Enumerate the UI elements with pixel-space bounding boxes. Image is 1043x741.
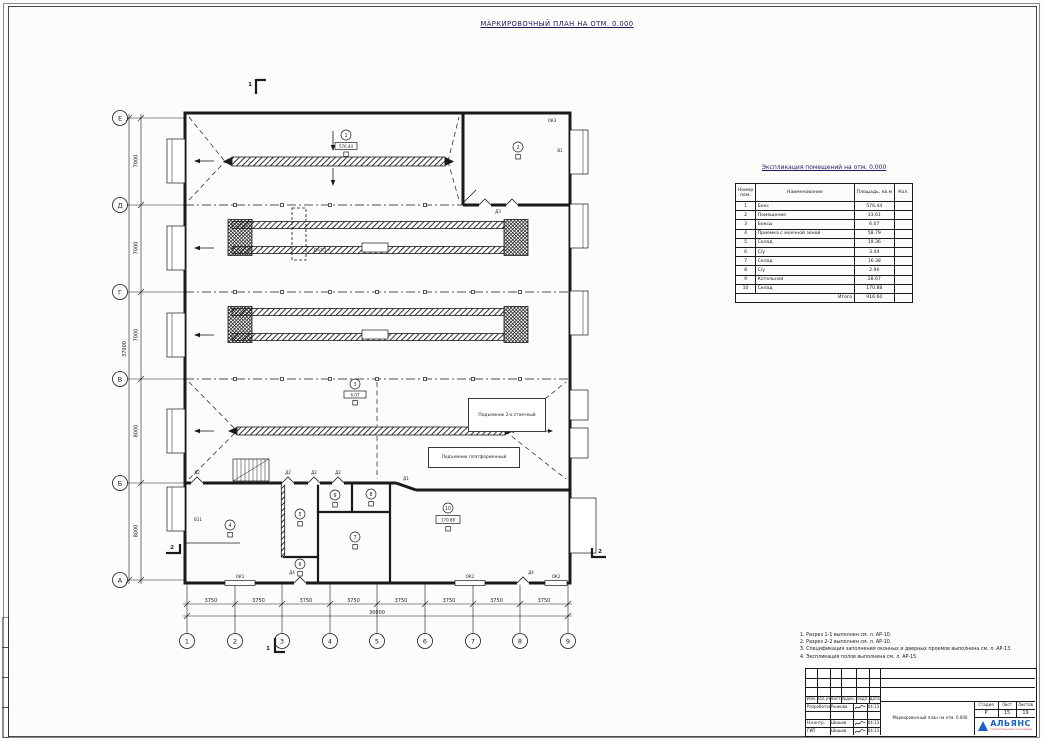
dim-left-4: 8000 xyxy=(133,424,140,438)
tb-name: Рыжова xyxy=(831,703,848,709)
room-name: Склад xyxy=(756,238,855,247)
room-area: 2.96 xyxy=(854,266,894,275)
svg-text:8: 8 xyxy=(369,493,373,498)
label-d2: Д2 xyxy=(285,470,291,475)
pit-ladder-block xyxy=(228,307,252,343)
schedule-col-num: Номер пом. xyxy=(736,184,756,202)
room-num: 8 xyxy=(736,266,756,275)
svg-text:1: 1 xyxy=(248,82,252,88)
col-label-8: 8 xyxy=(517,637,523,646)
room-qty xyxy=(894,266,912,275)
room-num: 10 xyxy=(736,284,756,293)
tb-date: 04.13 xyxy=(867,727,880,733)
row-label-a: А xyxy=(117,576,123,585)
flow-arrows xyxy=(194,131,553,433)
notes xyxy=(800,632,1042,661)
room-qty xyxy=(894,229,912,238)
dim-bottom-1: 3750 xyxy=(204,598,218,604)
note-line: 3. Спецификация заполнения оконных и дверных проемов выполнена см. л. АР-13. xyxy=(800,647,1012,653)
room-area: 16.38 xyxy=(854,257,894,266)
room-area: 6.07 xyxy=(854,220,894,229)
note-line: 2. Разрез 2-2 выполнен см. л. АР-10. xyxy=(800,640,892,646)
tb-sheet-label: Лист xyxy=(1001,701,1013,707)
room-qty xyxy=(894,257,912,266)
room-name: Помещение xyxy=(756,211,855,220)
room-qty xyxy=(894,247,912,256)
tb-col-izm: Изм. xyxy=(806,696,817,702)
row-label-b: Б xyxy=(117,479,123,488)
dim-bottom-4: 3750 xyxy=(347,598,360,604)
col-label-7: 7 xyxy=(470,637,476,646)
room-name: С/у xyxy=(756,247,855,256)
room-tag-4 xyxy=(225,520,235,537)
dim-left-2: 7000 xyxy=(133,241,140,255)
label-d4: Д4 xyxy=(528,570,534,575)
table-row xyxy=(736,266,913,275)
label-d2: Д2 xyxy=(335,470,341,475)
tb-col-podp: Подп. xyxy=(856,696,869,702)
tb-date xyxy=(867,711,880,719)
svg-text:5: 5 xyxy=(298,513,302,518)
room-num: 3 xyxy=(736,220,756,229)
pit-ladder-block xyxy=(504,220,528,256)
room-qty xyxy=(894,275,912,284)
section-2-left xyxy=(166,544,181,553)
room-qty xyxy=(894,284,912,293)
room-area-10: 170.88 xyxy=(441,517,455,523)
grid-axes xyxy=(113,111,576,649)
table-row xyxy=(736,229,913,238)
schedule-total-qty xyxy=(894,293,912,302)
room-area: 576.44 xyxy=(854,202,894,211)
row-label-d: Д xyxy=(117,201,123,210)
dim-left-total: 37000 xyxy=(122,341,128,357)
left-arrow xyxy=(194,159,214,433)
dim-bottom-5: 3750 xyxy=(394,598,408,604)
room-tag-6 xyxy=(295,559,305,576)
building-walls xyxy=(184,112,572,585)
table-row xyxy=(736,220,913,229)
tb-col-data: Дата xyxy=(869,696,880,702)
label-d1: Д1 xyxy=(403,476,409,481)
room-area: 19.36 xyxy=(854,238,894,247)
room-area: 28.67 xyxy=(854,275,894,284)
signature xyxy=(853,703,867,711)
room-area-3: 6.07 xyxy=(350,392,360,398)
room-num: 5 xyxy=(736,238,756,247)
room-tag-9 xyxy=(330,490,340,507)
logo-name: АЛЬЯНС xyxy=(990,719,1031,728)
room-name: Бокс xyxy=(756,202,855,211)
insulated-partition xyxy=(281,483,284,557)
tb-sheets-label: Листов xyxy=(1018,701,1033,707)
svg-text:1: 1 xyxy=(344,134,348,139)
col-label-6: 6 xyxy=(422,637,428,646)
label-d3: Д3 xyxy=(495,209,501,214)
svg-text:3: 3 xyxy=(353,383,357,388)
tb-role: Н.контр. xyxy=(807,719,825,725)
room-tags xyxy=(225,130,523,576)
dim-bottom-3: 3750 xyxy=(299,598,313,604)
logo-triangle-icon xyxy=(978,721,988,731)
row-label-v: В xyxy=(117,375,123,384)
col-label-5: 5 xyxy=(374,637,380,646)
company-logo xyxy=(975,717,1035,734)
lift-two-post-label: Подъемник 2-х стоечный xyxy=(468,398,546,432)
room-name: Склад xyxy=(756,284,855,293)
staircase xyxy=(233,459,269,481)
room-qty xyxy=(894,238,912,247)
room-name: Склад xyxy=(756,257,855,266)
label-v11: В11 xyxy=(194,517,202,522)
schedule-total-value: 916.60 xyxy=(854,293,894,302)
signature xyxy=(853,719,867,727)
right-wall-windows xyxy=(570,130,596,553)
table-row xyxy=(736,284,913,293)
label-d4: Д4 xyxy=(289,570,295,575)
svg-text:9: 9 xyxy=(333,494,337,499)
dim-bottom-total: 30000 xyxy=(369,610,385,616)
lift-platform-label: Подъемник платформенный xyxy=(428,447,520,468)
section-1-top xyxy=(248,79,266,94)
row-label-g: Г xyxy=(118,288,122,297)
left-wall-windows xyxy=(167,139,185,531)
schedule-total-label: Итого xyxy=(736,293,855,302)
svg-text:2: 2 xyxy=(170,545,174,551)
tb-name: Шишов xyxy=(831,719,847,725)
tb-doc-title: Маркировочный план на отм. 0.000 xyxy=(892,714,968,720)
room-name: Боксы xyxy=(756,220,855,229)
col-label-3: 3 xyxy=(279,637,285,646)
note-line: 4. Экспликация полов выполнена см. л. АР-15. xyxy=(800,654,918,660)
tb-role xyxy=(806,711,831,719)
dim-left-1: 7000 xyxy=(133,154,140,168)
room-area: 58.79 xyxy=(854,229,894,238)
label-ok2: ОК2 xyxy=(551,574,561,579)
room-schedule-table xyxy=(735,183,913,303)
col-label-9: 9 xyxy=(565,637,571,646)
room-num: 1 xyxy=(736,202,756,211)
col-label-1: 1 xyxy=(184,637,190,646)
room-num: 7 xyxy=(736,257,756,266)
room-tag-7 xyxy=(350,532,360,549)
svg-text:7: 7 xyxy=(353,536,357,541)
schedule-col-qty: Кол. xyxy=(894,184,912,202)
equipment-label-box xyxy=(362,330,388,339)
dim-bottom-8: 3750 xyxy=(537,598,551,604)
room-tag-5 xyxy=(295,509,305,526)
room-tag-10 xyxy=(436,503,460,531)
drawing-title: МАРКИРОВОЧНЫЙ ПЛАН НА ОТМ. 0.000 xyxy=(480,20,634,28)
schedule-header-row xyxy=(736,184,913,202)
schedule-heading: Экспликация помещений на отм. 0.000 xyxy=(761,164,887,171)
dim-left-5: 8000 xyxy=(133,524,140,538)
room-qty xyxy=(894,202,912,211)
tb-col-list: Лист xyxy=(830,696,841,702)
svg-text:4: 4 xyxy=(228,524,232,529)
room-qty xyxy=(894,220,912,229)
tb-sheets-value: 19 xyxy=(1022,709,1029,716)
table-row xyxy=(736,275,913,284)
svg-text:2: 2 xyxy=(598,549,602,555)
opening-labels xyxy=(194,118,563,579)
tb-sheet-value: 15 xyxy=(1003,709,1011,716)
schedule-col-name: Наименование xyxy=(756,184,855,202)
room-name: Котельная xyxy=(756,275,855,284)
room-area-1: 576.44 xyxy=(339,144,353,149)
tb-col-dok: №док. xyxy=(841,696,856,702)
table-row xyxy=(736,247,913,256)
tb-role: Разработал xyxy=(807,703,831,709)
label-ok2: ОК2 xyxy=(465,574,475,579)
label-d2: Д2 xyxy=(194,470,200,475)
room-num: 6 xyxy=(736,247,756,256)
room-num: 2 xyxy=(736,211,756,220)
room-area: 33.61 xyxy=(854,211,894,220)
inspection-pits xyxy=(223,157,528,435)
tb-stage-label: Стадия xyxy=(978,701,994,707)
table-row xyxy=(736,257,913,266)
room-num: 9 xyxy=(736,275,756,284)
room-name: Приемка с моечной зоной xyxy=(756,229,855,238)
dim-bottom-6: 3750 xyxy=(442,598,456,604)
pit-ladder-block xyxy=(228,220,252,256)
tb-name: Шишов xyxy=(831,727,847,733)
row-label-e: Е xyxy=(117,114,123,123)
title-block xyxy=(805,668,1037,737)
room-tag-1 xyxy=(335,130,357,157)
label-v1: В1 xyxy=(557,148,563,153)
equipment-label-box xyxy=(362,243,388,252)
signature xyxy=(853,727,867,735)
svg-text:2: 2 xyxy=(516,146,520,151)
label-ok3: ОК3 xyxy=(547,118,557,123)
svg-text:10: 10 xyxy=(444,507,452,512)
svg-text:1: 1 xyxy=(266,646,270,652)
schedule-total-row xyxy=(736,293,913,302)
table-row xyxy=(736,238,913,247)
dim-left-3: 7000 xyxy=(133,328,140,342)
table-row xyxy=(736,202,913,211)
note-line: 1. Разрез 1-1 выполнен см. л. АР-10. xyxy=(800,633,892,638)
tb-date: 04.13 xyxy=(867,703,880,709)
room-tag-8 xyxy=(366,489,376,506)
room-tag-3 xyxy=(344,379,366,405)
svg-text:6: 6 xyxy=(298,563,302,568)
crane-capacity-label: Q=3,2 т xyxy=(313,247,331,253)
room-num: 4 xyxy=(736,229,756,238)
col-label-4: 4 xyxy=(327,637,333,646)
windows xyxy=(167,130,596,586)
tb-col-koluch: Кол.уч xyxy=(817,696,830,702)
schedule-col-area: Площадь, кв.м xyxy=(854,184,894,202)
dim-bottom-2: 3750 xyxy=(252,598,265,604)
tb-role: ГИП xyxy=(807,727,816,733)
dim-bottom-7: 3750 xyxy=(490,598,503,604)
pit-ladder-block xyxy=(504,307,528,343)
room-qty xyxy=(894,211,912,220)
col-label-2: 2 xyxy=(232,637,238,646)
tb-name xyxy=(830,711,854,719)
room-tag-2 xyxy=(513,142,523,159)
tb-stage-value: Р xyxy=(984,709,988,716)
room-area: 170.88 xyxy=(854,284,894,293)
tb-date: 04.13 xyxy=(867,719,880,725)
label-ok1: ОК1 xyxy=(235,574,245,579)
logo-subtitle: строительная компания xyxy=(990,727,1033,731)
room-area: 3.44 xyxy=(854,247,894,256)
label-d2: Д2 xyxy=(311,470,317,475)
room-name: С/у xyxy=(756,266,855,275)
table-row xyxy=(736,211,913,220)
